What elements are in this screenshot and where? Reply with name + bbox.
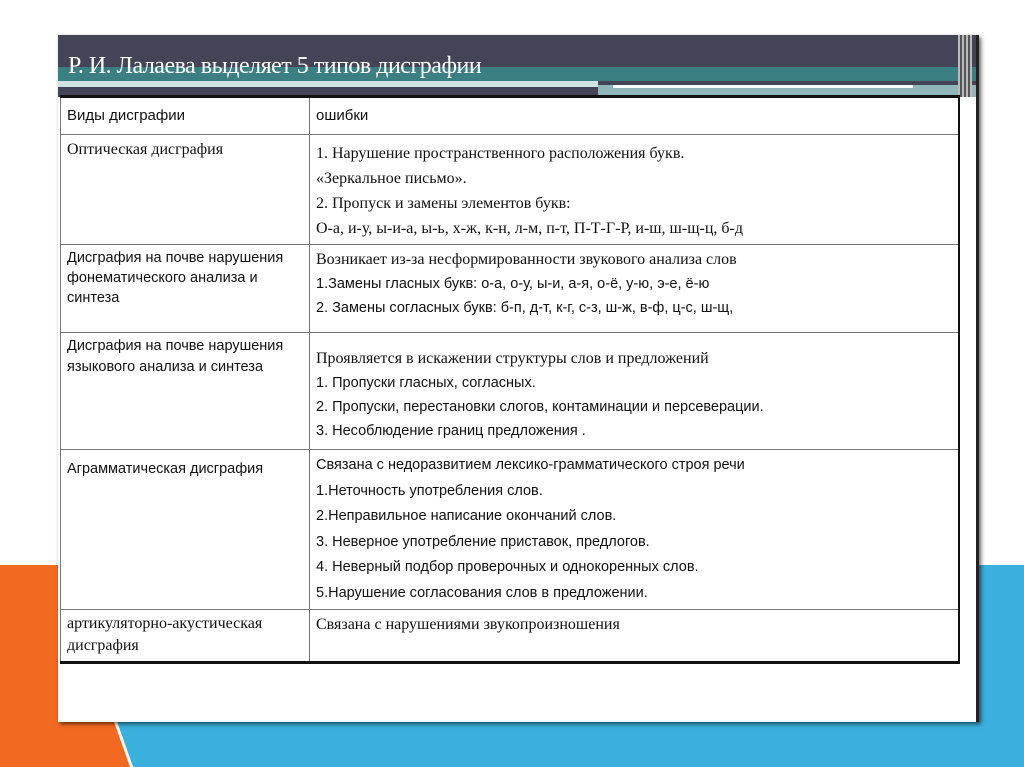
table-row — [61, 610, 960, 663]
type-cell: Дисграфия на почве нарушения фонематического анализа и синтеза — [61, 245, 310, 333]
type-cell: Аграмматическая дисграфия — [61, 450, 310, 610]
error-line: О-а, и-у, ы-и-а, ы-ь, х-ж, к-н, л-м, п-т, П-Т-Г-Р, и-ш, ш-щ-ц, б-д — [316, 220, 744, 237]
error-line: 1. Пропуски гласных, согласных. — [316, 375, 536, 391]
header-errors: ошибки — [310, 97, 960, 135]
title-bar — [58, 35, 976, 97]
error-line: 2. Пропуск и замены элементов букв: — [316, 195, 571, 212]
errors-cell — [310, 450, 960, 610]
type-cell: Дисграфия на почве нарушения языкового анализа и синтеза — [61, 333, 310, 450]
slide-title: Р. И. Лалаева выделяет 5 типов дисграфии — [68, 53, 482, 79]
vertical-stripes — [958, 35, 972, 97]
table-row — [61, 333, 960, 450]
error-line: 1. Нарушение пространственного расположения букв. — [316, 145, 685, 162]
white-line — [613, 85, 913, 88]
error-line: 4. Неверный подбор проверочных и однокоренных слов. — [316, 559, 699, 575]
errors-cell — [310, 610, 960, 663]
type-cell: артикуляторно-акустическая дисграфия — [61, 610, 310, 663]
slide — [58, 35, 979, 722]
error-line: Возникает из-за несформированности звукового анализа слов — [316, 251, 737, 268]
error-line: 3. Неверное употребление приставок, предлогов. — [316, 533, 650, 550]
errors-cell — [310, 135, 960, 245]
type-cell: Оптическая дисграфия — [61, 135, 310, 245]
error-line: 2.Неправильное написание окончаний слов. — [316, 508, 617, 524]
error-line: 2. Замены согласных букв: б-п, д-т, к-г, с-з, ш-ж, в-ф, ц-с, ш-щ, — [316, 300, 734, 316]
table-header — [61, 97, 960, 135]
error-line: Проявляется в искажении структуры слов и предложений — [316, 350, 709, 367]
light-strip — [58, 81, 598, 87]
error-line: 1.Неточность употребления слов. — [316, 482, 543, 499]
dysgraphia-table — [60, 95, 960, 664]
header-types: Виды дисграфии — [61, 97, 310, 135]
errors-cell — [310, 333, 960, 450]
error-line: 1.Замены гласных букв: о-а, о-у, ы-и, а-я, о-ё, у-ю, э-е, ё-ю — [316, 276, 710, 292]
errors-cell — [310, 245, 960, 333]
table-row — [61, 450, 960, 610]
error-line: «Зеркальное письмо». — [316, 170, 467, 187]
error-line: 3. Несоблюдение границ предложения . — [316, 423, 586, 439]
table-row — [61, 135, 960, 245]
error-line: 2. Пропуски, перестановки слогов, контаминации и персеверации. — [316, 399, 764, 415]
table-row — [61, 245, 960, 333]
error-line: 5.Нарушение согласования слов в предложении. — [316, 584, 648, 601]
error-line: Связана с нарушениями звукопроизношения — [316, 616, 620, 633]
error-line: Связана с недоразвитием лексико-грамматического строя речи — [316, 457, 745, 473]
